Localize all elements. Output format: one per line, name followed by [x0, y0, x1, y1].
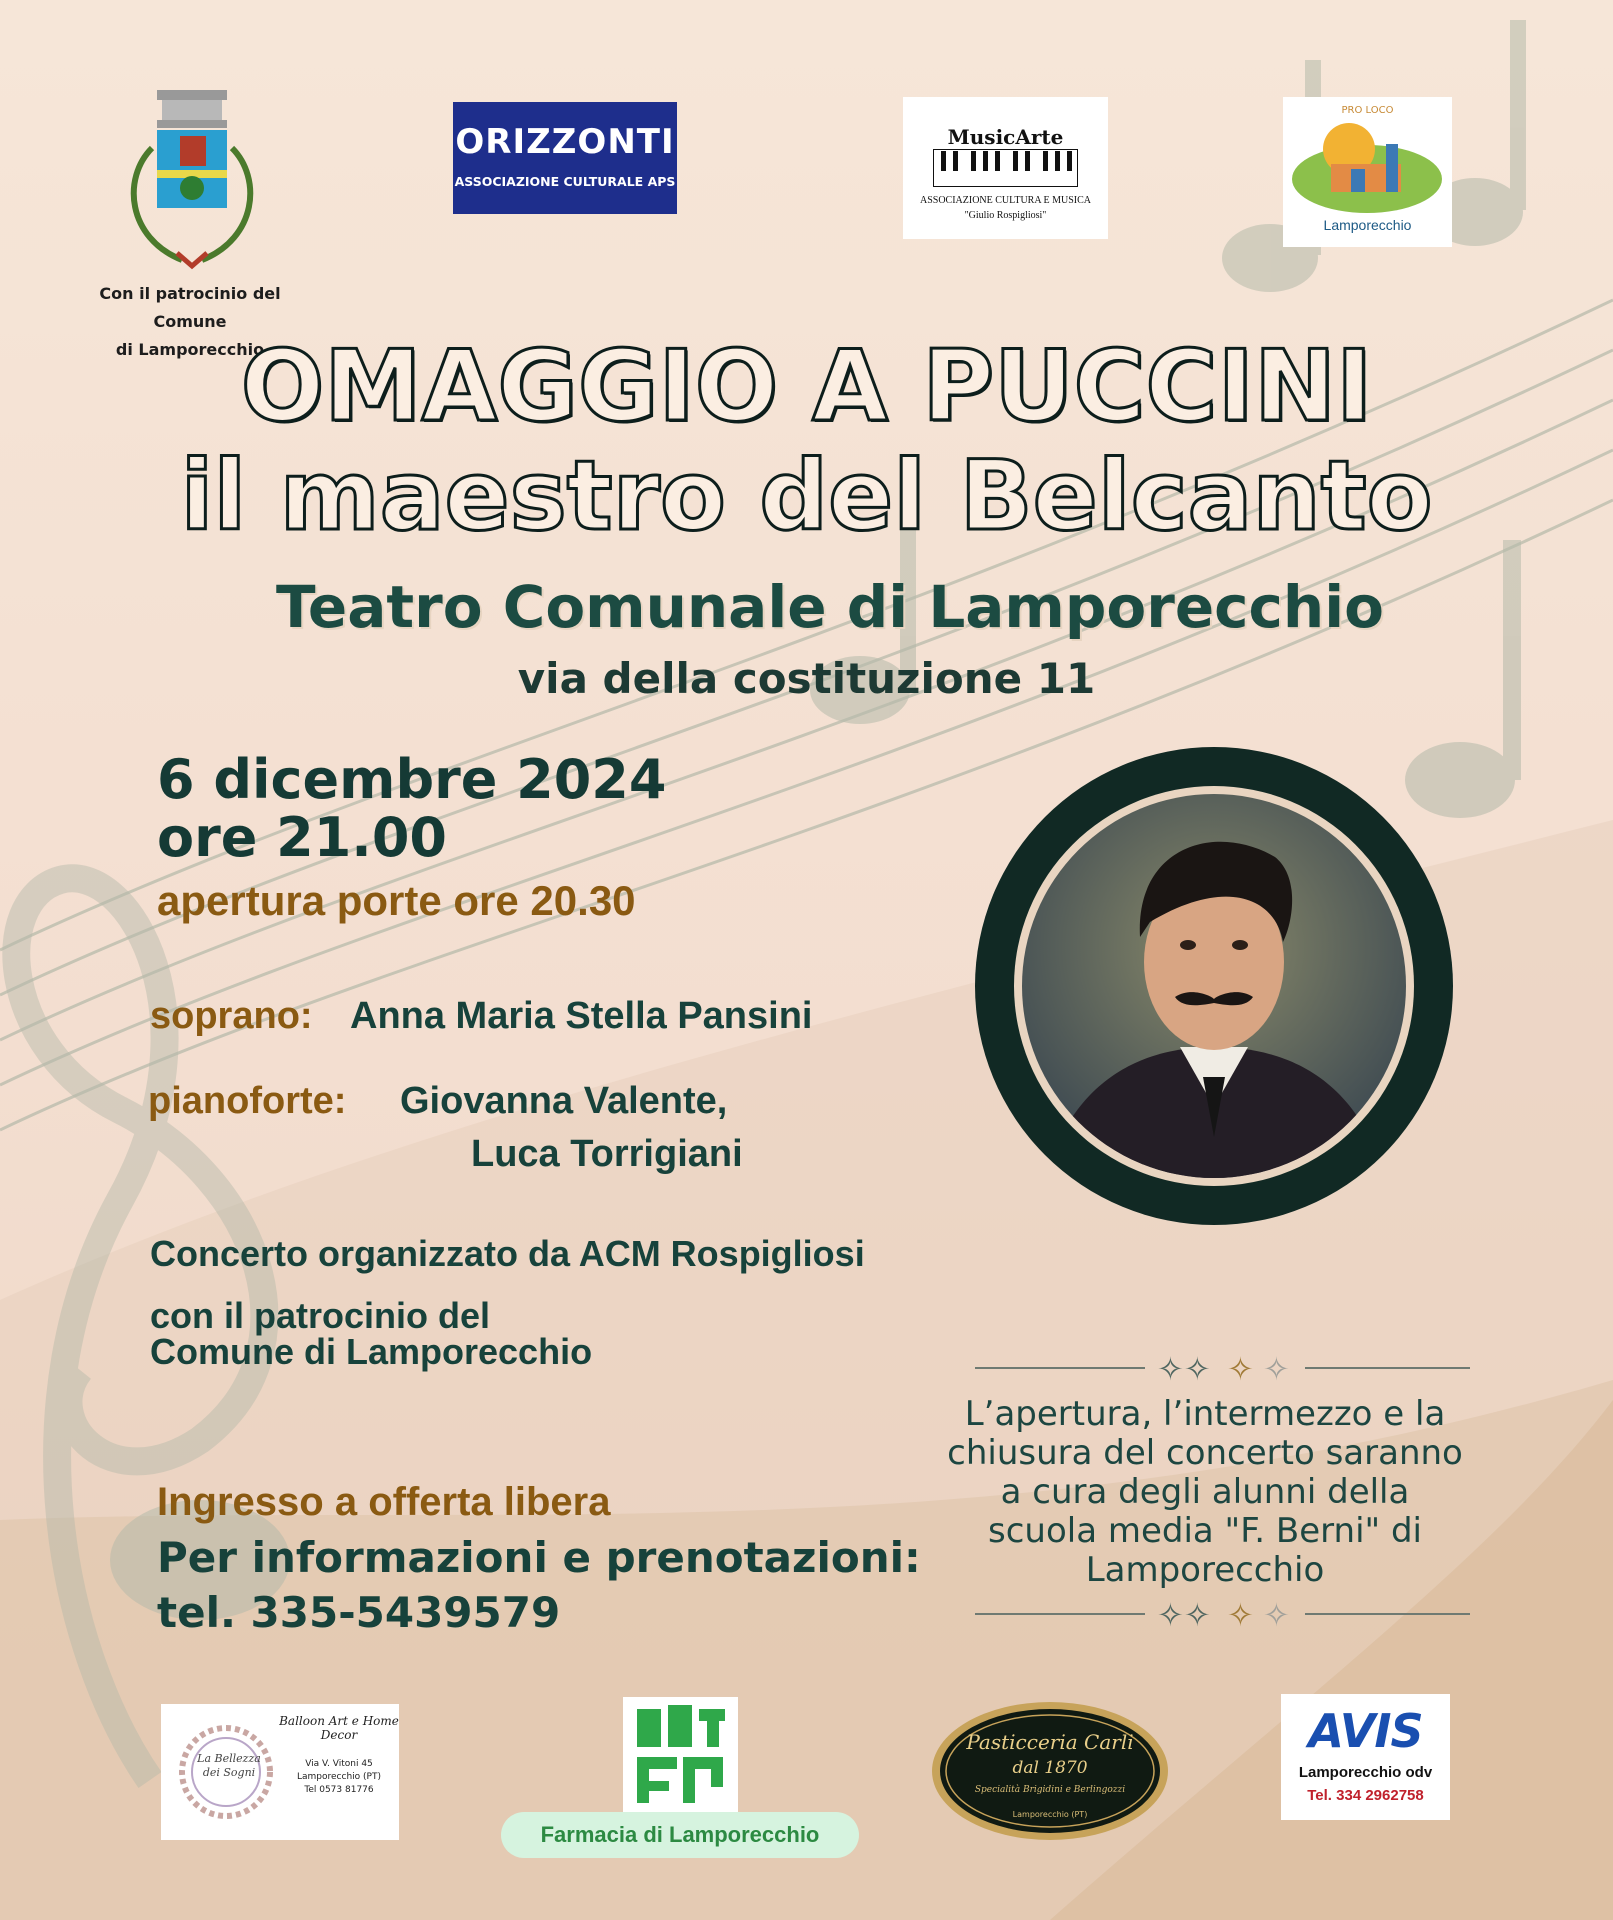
stars-divider-bottom-icon	[975, 1596, 1475, 1632]
svg-text:✧: ✧	[1227, 1350, 1254, 1386]
bellezza-address-2: Lamporecchio (PT)	[297, 1772, 381, 1782]
pianist-name-2: Luca Torrigiani	[471, 1133, 743, 1175]
note-line-2: chiusura del concerto saranno	[947, 1433, 1463, 1473]
musicarte-sub: "Giulio Rospigliosi"	[964, 210, 1047, 221]
orizzonti-subtitle: ASSOCIAZIONE CULTURALE APS	[454, 174, 676, 189]
booking-phone: tel. 335-5439579	[157, 1588, 561, 1637]
soprano-name: Anna Maria Stella Pansini	[350, 995, 813, 1037]
piano-role: pianoforte:	[148, 1080, 347, 1122]
pianist-name-1: Giovanna Valente,	[400, 1080, 728, 1122]
note-line-3: a cura degli alunni della	[1000, 1472, 1410, 1512]
avis-tel: Tel. 334 2962758	[1307, 1787, 1424, 1804]
carli-place: Lamporecchio (PT)	[1012, 1810, 1088, 1819]
sponsor-bellezza-dei-sogni	[161, 1704, 399, 1840]
proloco-landscape-icon	[1291, 119, 1443, 214]
comune-crest-logo	[112, 88, 272, 283]
venue-address: via della costituzione 11	[517, 654, 1096, 703]
orizzonti-title: ORIZZONTI	[455, 122, 675, 162]
carli-specialty: Specialità Brigidini e Berlingozzi	[974, 1785, 1126, 1795]
bellezza-address-1: Via V. Vitoni 45	[305, 1759, 373, 1769]
musicarte-org: ASSOCIAZIONE CULTURA E MUSICA	[919, 195, 1092, 206]
patronage-line-1: con il patrocinio del	[150, 1295, 491, 1336]
event-date: 6 dicembre 2024	[157, 748, 667, 811]
note-line-5: Lamporecchio	[1085, 1550, 1325, 1590]
students-note	[940, 1395, 1470, 1590]
venue-name: Teatro Comunale di Lamporecchio	[276, 573, 1384, 641]
event-time: ore 21.00	[157, 806, 447, 869]
soprano-role: soprano:	[150, 995, 313, 1037]
proloco-name: Lamporecchio	[1323, 217, 1412, 233]
bellezza-tel: Tel 0573 81776	[304, 1785, 374, 1795]
doors-open-time: apertura porte ore 20.30	[157, 877, 636, 924]
musicarte-brand: MusicArte	[947, 125, 1064, 149]
svg-text:✧✧: ✧✧	[1157, 1350, 1211, 1386]
puccini-portrait	[975, 747, 1453, 1225]
orizzonti-logo	[453, 102, 677, 214]
svg-text:✧: ✧	[1227, 1596, 1254, 1632]
bellezza-circle-text: La Bellezza dei Sogni	[197, 1752, 261, 1779]
bellezza-title: Balloon Art e Home Decor	[279, 1714, 399, 1742]
organizer-line: Concerto organizzato da ACM Rospigliosi	[150, 1233, 865, 1274]
farmacia-cross-logo	[623, 1697, 738, 1817]
event-subtitle: il maestro del Belcanto	[180, 440, 1433, 552]
musicarte-logo	[903, 97, 1108, 239]
proloco-top-text: PRO LOCO	[1341, 105, 1394, 116]
note-line-4: scuola media "F. Berni" di	[988, 1511, 1422, 1551]
comune-caption-line1: Con il patrocinio del Comune	[99, 284, 281, 331]
comune-caption-line2: di Lamporecchio	[115, 340, 265, 359]
entry-info: Ingresso a offerta libera	[157, 1480, 611, 1524]
booking-info: Per informazioni e prenotazioni:	[157, 1533, 921, 1582]
event-title: OMAGGIO A PUCCINI	[240, 330, 1373, 444]
svg-text:✧: ✧	[1263, 1350, 1290, 1386]
stars-divider-top-icon	[975, 1350, 1475, 1386]
avis-logo: AVIS	[1308, 1704, 1423, 1758]
carli-name: Pasticceria Carli	[966, 1730, 1134, 1754]
svg-text:✧✧: ✧✧	[1157, 1596, 1211, 1632]
note-line-1: L’apertura, l’intermezzo e la	[964, 1394, 1446, 1434]
proloco-logo	[1283, 97, 1452, 247]
patronage-line-2: Comune di Lamporecchio	[150, 1331, 593, 1372]
sponsor-avis	[1281, 1694, 1450, 1820]
svg-text:✧: ✧	[1263, 1596, 1290, 1632]
carli-since: dal 1870	[1012, 1758, 1088, 1778]
farmacia-label: Farmacia di Lamporecchio	[501, 1812, 859, 1858]
avis-place: Lamporecchio odv	[1298, 1764, 1433, 1781]
sponsor-pasticceria-carli	[930, 1700, 1170, 1842]
piano-keys-icon	[933, 149, 1078, 187]
